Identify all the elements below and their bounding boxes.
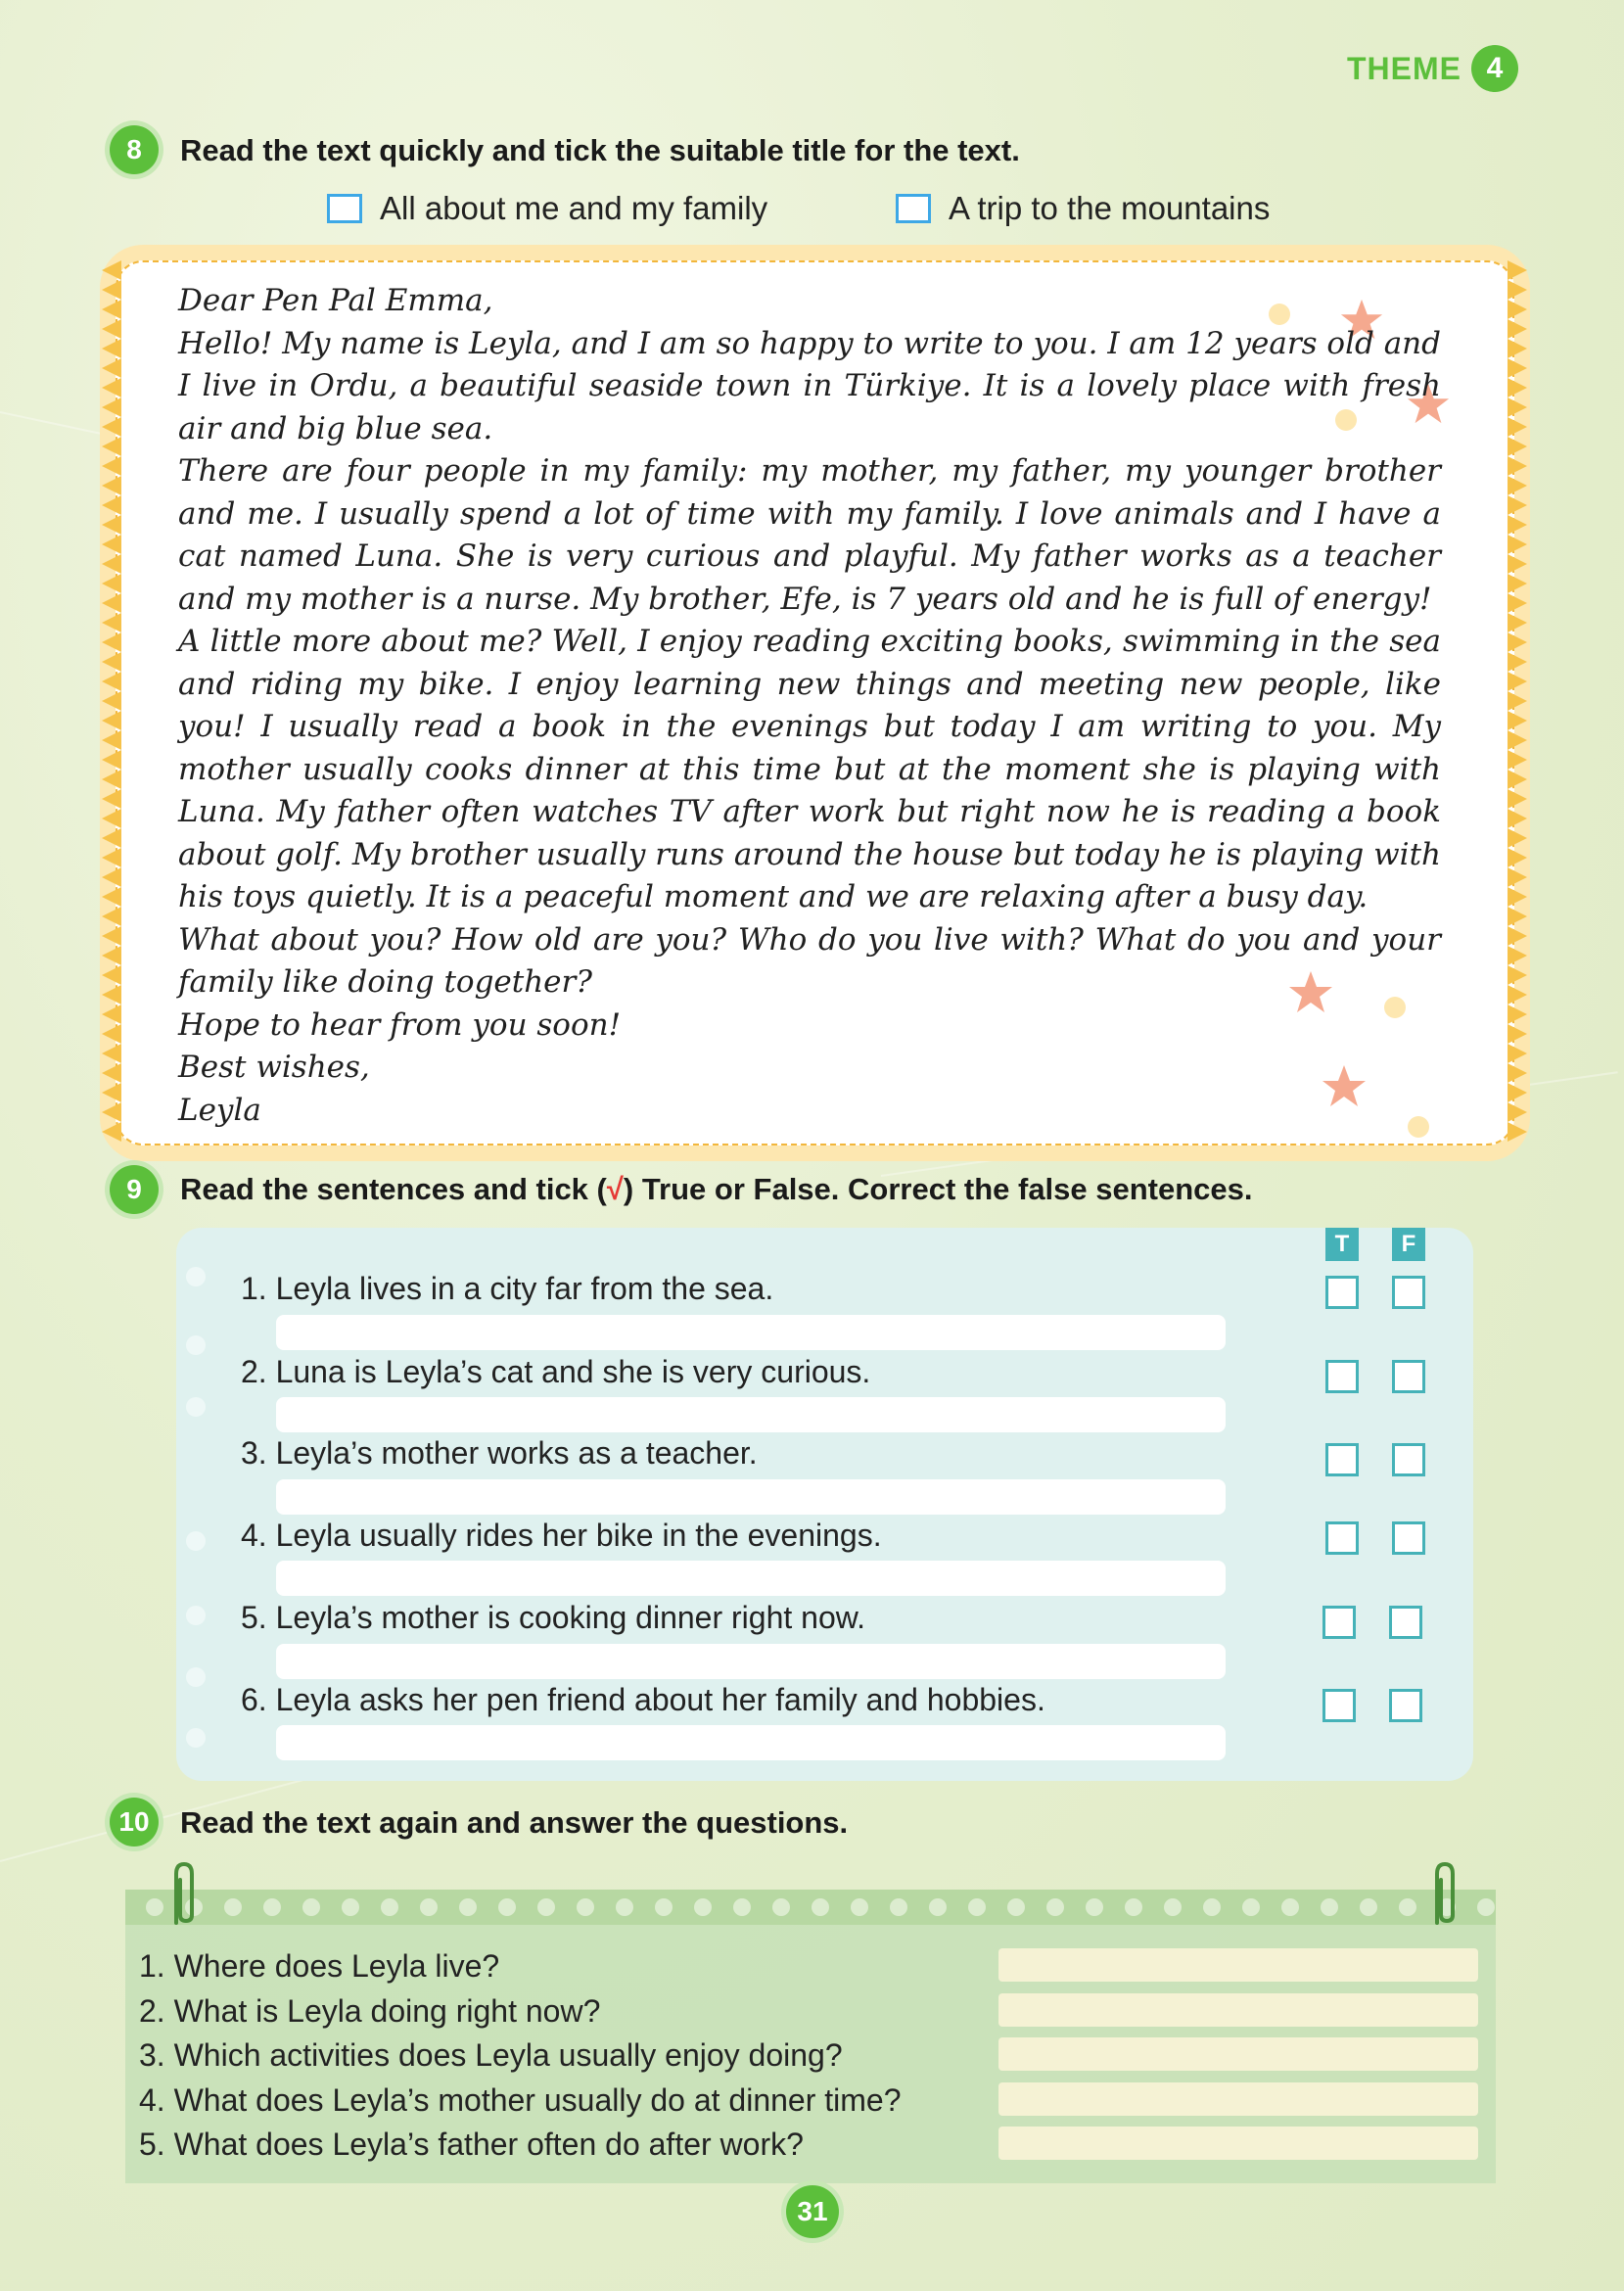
false-checkbox-2[interactable] — [1392, 1360, 1425, 1393]
statement-6: 6. Leyla asks her pen friend about her family and hobbies. — [241, 1682, 1045, 1717]
false-checkbox-4[interactable] — [1392, 1521, 1425, 1555]
true-checkbox-2[interactable] — [1325, 1360, 1359, 1393]
zigzag-border-right — [1508, 260, 1527, 1142]
correction-line-2[interactable] — [276, 1397, 1226, 1432]
letter-paragraph-4: What about you? How old are you? Who do you live with? What do you and your family like doing together? — [178, 921, 1441, 1000]
title-option-2-label: A trip to the mountains — [949, 190, 1271, 226]
task-10-instruction: Read the text again and answer the questions. — [180, 1805, 849, 1840]
answer-line-1[interactable] — [998, 1948, 1478, 1982]
question-3: 3. Which activities does Leyla usually enjoy doing? — [139, 2037, 843, 2073]
correction-line-1[interactable] — [276, 1315, 1226, 1350]
question-4: 4. What does Leyla’s mother usually do at dinner time? — [139, 2082, 902, 2118]
answer-line-3[interactable] — [998, 2037, 1478, 2071]
panel-dot — [186, 1397, 206, 1417]
letter-paragraph-1: Hello! My name is Leyla, and I am so happy to write to you. I am 12 years old and I live in Ordu, a beautiful seaside town in Türkiye. It is a lovely place with fresh air and big blue sea. — [178, 325, 1441, 446]
letter-signoff: Best wishes, — [178, 1050, 370, 1085]
task-9-instruction — [180, 1172, 1253, 1207]
letter-closing-line: Hope to hear from you soon! — [178, 1006, 622, 1043]
false-checkbox-5[interactable] — [1389, 1606, 1422, 1639]
true-column-header: T — [1325, 1228, 1359, 1261]
panel-dot — [186, 1667, 206, 1687]
zigzag-border-left — [102, 260, 121, 1142]
page-number: 31 — [786, 2185, 839, 2238]
correction-line-6[interactable] — [276, 1725, 1226, 1760]
task-9-instruction-end: ) True or False. Correct the false sentences. — [623, 1172, 1253, 1206]
letter-text — [178, 280, 1441, 1132]
title-option-2[interactable] — [896, 190, 1270, 227]
answer-line-2[interactable] — [998, 1993, 1478, 2027]
task-8-number: 8 — [110, 125, 159, 174]
theme-number: 4 — [1471, 45, 1518, 92]
answer-line-5[interactable] — [998, 2127, 1478, 2160]
statement-1: 1. Leyla lives in a city far from the sea. — [241, 1271, 774, 1306]
tick-symbol: √ — [606, 1172, 624, 1206]
task-9-instruction-start: Read the sentences and tick ( — [180, 1172, 607, 1206]
title-option-1[interactable] — [327, 190, 767, 227]
correction-line-3[interactable] — [276, 1479, 1226, 1515]
false-column-header: F — [1392, 1228, 1425, 1261]
correction-line-5[interactable] — [276, 1644, 1226, 1679]
checkbox-title-option-2[interactable] — [896, 194, 931, 223]
true-checkbox-3[interactable] — [1325, 1443, 1359, 1476]
theme-label: THEME — [1347, 50, 1462, 86]
title-option-1-label: All about me and my family — [380, 190, 768, 226]
question-5: 5. What does Leyla’s father often do after work? — [139, 2127, 804, 2162]
statement-3: 3. Leyla’s mother works as a teacher. — [241, 1435, 758, 1471]
false-checkbox-6[interactable] — [1389, 1689, 1422, 1722]
paper-clip-icon — [1425, 1860, 1461, 1929]
letter-signature: Leyla — [178, 1092, 261, 1128]
false-checkbox-1[interactable] — [1392, 1276, 1425, 1309]
panel-dot — [186, 1267, 206, 1286]
answer-line-4[interactable] — [998, 2082, 1478, 2116]
true-checkbox-4[interactable] — [1325, 1521, 1359, 1555]
letter-greeting: Dear Pen Pal Emma, — [178, 283, 493, 318]
false-checkbox-3[interactable] — [1392, 1443, 1425, 1476]
checkbox-title-option-1[interactable] — [327, 194, 362, 223]
statement-2: 2. Luna is Leyla’s cat and she is very curious. — [241, 1354, 871, 1389]
true-checkbox-6[interactable] — [1322, 1689, 1356, 1722]
task-10-number: 10 — [110, 1798, 159, 1847]
task-8-instruction: Read the text quickly and tick the suitable title for the text. — [180, 133, 1020, 167]
panel-dot — [186, 1335, 206, 1355]
letter-paragraph-2: There are four people in my family: my mother, my father, my younger brother and me. I usually spend a lot of time with my family. I love animals and I have a cat named Luna. She is very curious and playful. My father works as a teacher and my mother is a nurse. My brother, Efe, is 7 years old and he is full of energy! — [178, 453, 1441, 617]
statement-5: 5. Leyla’s mother is cooking dinner right now. — [241, 1600, 865, 1635]
task-9-number: 9 — [110, 1165, 159, 1214]
panel-dot — [186, 1531, 206, 1551]
statement-4: 4. Leyla usually rides her bike in the evenings. — [241, 1518, 882, 1553]
question-2: 2. What is Leyla doing right now? — [139, 1993, 601, 2029]
question-1: 1. Where does Leyla live? — [139, 1948, 500, 1984]
true-checkbox-5[interactable] — [1322, 1606, 1356, 1639]
theme-header — [1347, 45, 1518, 92]
scalloped-strip — [125, 1890, 1496, 1925]
letter-paragraph-3: A little more about me? Well, I enjoy reading exciting books, swimming in the sea and riding my bike. I enjoy learning new things and meeting new people, like you! I usually read a book in the evenings but today I am writing to you. My mother usually cooks dinner at this time but at the moment she is playing with Luna. My father often watches TV after work but right now he is reading a book about golf. My brother usually runs around the house but today he is playing with his toys quietly. It is a peaceful moment and we are relaxing after a busy day. — [178, 624, 1441, 914]
paper-clip-icon — [164, 1860, 200, 1929]
panel-dot — [186, 1606, 206, 1625]
true-checkbox-1[interactable] — [1325, 1276, 1359, 1309]
panel-dot — [186, 1728, 206, 1748]
correction-line-4[interactable] — [276, 1561, 1226, 1596]
